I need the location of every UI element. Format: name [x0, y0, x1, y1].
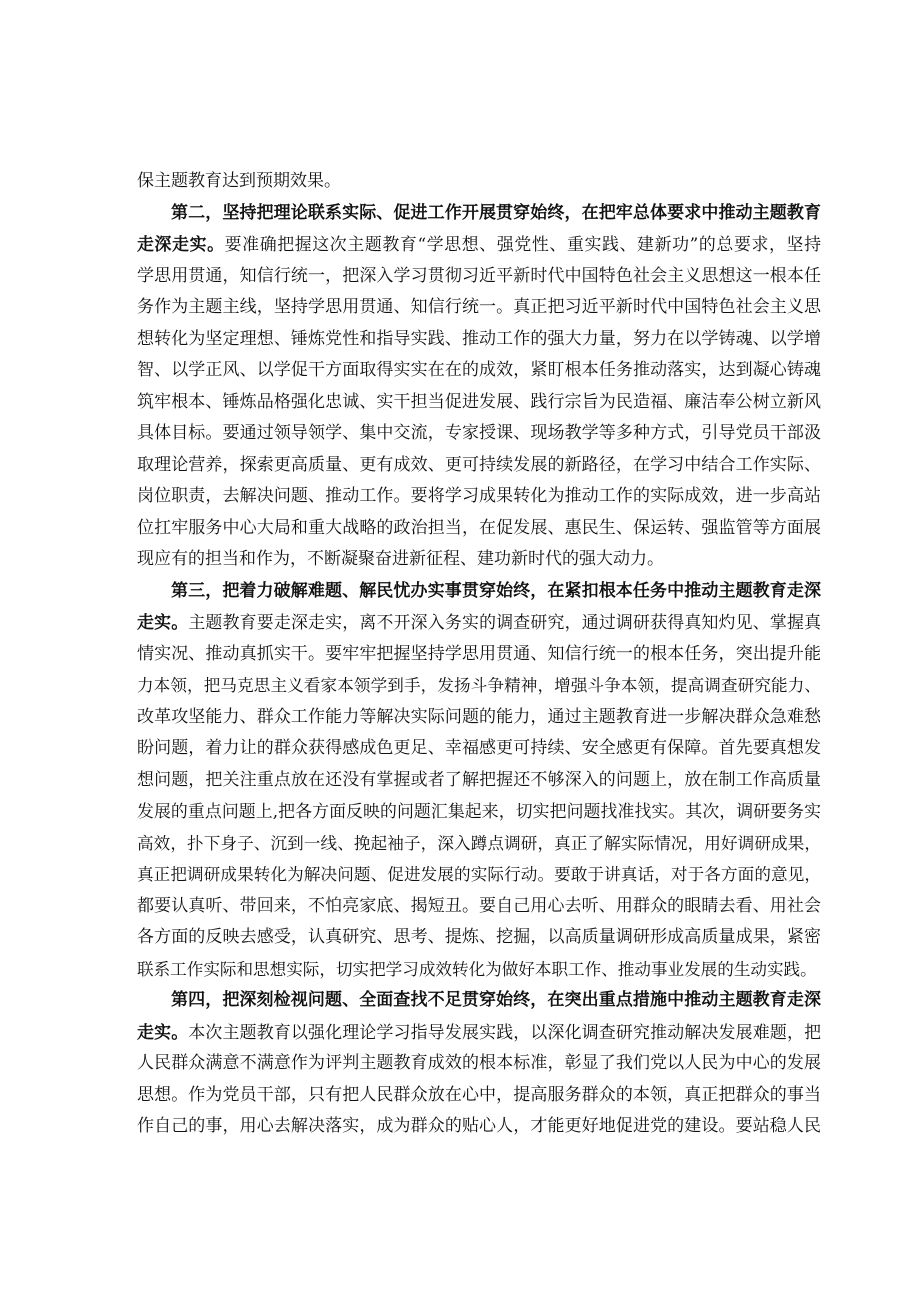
line-text: 人民群众满意不满意作为评判主题教育成效的根本标准，彰显了我们党以人民为中心的发展: [137, 1053, 821, 1073]
text-line: [137, 922, 821, 954]
bold-heading-text: 第二，坚持把理论联系实际、促进工作开展贯穿始终，在把牢总体要求中推动主题教育: [171, 202, 821, 223]
line-text: 智、以学正风、以学促干方面取得实实在在的成效，紧盯根本任务推动落实，达到凝心铸魂: [137, 360, 821, 380]
line-text: 改革攻坚能力、群众工作能力等解决实际问题的能力，通过主题教育进一步解决群众急难愁: [137, 706, 821, 727]
text-line: [137, 670, 821, 702]
document-body: [137, 166, 821, 1143]
text-line: [137, 544, 821, 576]
line-text: 情实况、推动真抓实干。要牢牢把握坚持学思用贯通、知信行统一的根本任务，突出提升能: [137, 643, 821, 664]
text-line: [137, 702, 821, 734]
text-line: [137, 292, 821, 324]
line-text: 要准确把握这次主题教育“学思想、强党性、重实践、建新功”的总要求，坚持: [224, 234, 821, 254]
line-text: 思想。作为党员干部，只有把人民群众放在心中，提高服务群众的本领，真正把群众的事当: [137, 1084, 821, 1105]
text-line: [137, 198, 821, 230]
line-text: 想问题，把关注重点放在还没有掌握或者了解把握还不够深入的问题上，放在制工作高质量: [137, 769, 821, 790]
line-text: 盼问题，着力让的群众获得感成色更足、幸福感更可持续、安全感更有保障。首先要真想发: [137, 738, 821, 758]
bold-heading-text: 走深走实。: [137, 234, 225, 254]
line-text: 想转化为坚定理想、锤炼党性和指导实践、推动工作的强大力量，努力在以学铸魂、以学增: [137, 328, 821, 349]
text-line: [137, 891, 821, 923]
text-line: [137, 1111, 821, 1143]
line-text: 各方面的反映去感受，认真研究、思考、提炼、挖掘，以高质量调研形成高质量成果，紧密: [137, 927, 821, 947]
bold-heading-text: 走实。: [137, 612, 189, 632]
text-line: [137, 1048, 821, 1080]
line-text: 保主题教育达到预期效果。: [137, 171, 341, 191]
text-line: [137, 985, 821, 1017]
line-text: 主题教育要走深走实，离不开深入务实的调查研究，通过调研获得真知灼见、掌握真: [188, 612, 821, 632]
text-line: [137, 355, 821, 387]
text-line: [137, 513, 821, 545]
bold-heading-text: 第四，把深刻检视问题、全面查找不足贯穿始终，在突出重点措施中推动主题教育走深: [171, 990, 821, 1010]
line-text: 学思用贯通，知信行统一，把深入学习贯彻习近平新时代中国特色社会主义思想这一根本任: [137, 265, 821, 286]
paragraph-continuation: [137, 166, 821, 198]
text-line: [137, 576, 821, 608]
line-text: 作自己的事，用心去解决落实，成为群众的贴心人，才能更好地促进党的建设。要站稳人民: [137, 1116, 821, 1136]
paragraph-fourth-point: [137, 985, 821, 1143]
line-text: 岗位职责，去解决问题、推动工作。要将学习成果转化为推动工作的实际成效，进一步高站: [137, 486, 821, 506]
text-line: [137, 418, 821, 450]
line-text: 联系工作实际和思想实际，切实把学习成效转化为做好本职工作、推动事业发展的生动实践。: [137, 959, 817, 979]
bold-heading-text: 第三，把着力破解难题、解民忧办实事贯穿始终，在紧扣根本任务中推动主题教育走深: [171, 580, 821, 601]
line-text: 都要认真听、带回来，不怕亮家底、揭短丑。要自己用心去听、用群众的眼睛去看、用社会: [137, 895, 821, 916]
line-text: 筑牢根本、锤炼品格强化忠诚、实干担当促进发展、践行宗旨为民造福、廉洁奉公树立新风: [137, 391, 821, 412]
line-text: 取理论营养，探索更高质量、更有成效、更可持续发展的新路径，在学习中结合工作实际、: [137, 454, 821, 475]
text-line: [137, 954, 821, 986]
text-line: [137, 859, 821, 891]
line-text: 具体目标。要通过领导领学、集中交流，专家授课、现场教学等多种方式，引导党员干部汲: [137, 423, 821, 443]
line-text: 力本领，把马克思主义看家本领学到手，发扬斗争精神，增强斗争本领，提高调查研究能力、: [137, 676, 821, 695]
text-line: [137, 639, 821, 671]
paragraph-second-point: [137, 198, 821, 576]
text-line: [137, 166, 821, 198]
line-text: 本次主题教育以强化理论学习指导发展实践，以深化调查研究推动解决发展难题，把: [188, 1021, 821, 1042]
text-line: [137, 387, 821, 419]
line-text: 发展的重点问题上,把各方面反映的问题汇集起来，切实把问题找准找实。其次，调研要务实: [137, 801, 821, 821]
line-text: 高效，扑下身子、沉到一线、挽起袖子，深入蹲点调研，真正了解实际情况，用好调研成果，: [137, 833, 821, 853]
text-line: [137, 1080, 821, 1112]
paragraph-third-point: [137, 576, 821, 986]
line-text: 真正把调研成果转化为解决问题、促进发展的实际行动。要敢于讲真话，对于各方面的意见，: [137, 865, 821, 884]
text-line: [137, 765, 821, 797]
text-line: [137, 481, 821, 513]
text-line: [137, 450, 821, 482]
line-text: 位扛牢服务中心大局和重大战略的政治担当，在促发展、惠民生、保运转、强监管等方面展: [137, 517, 821, 538]
text-line: [137, 607, 821, 639]
text-line: [137, 261, 821, 293]
text-line: [137, 1017, 821, 1049]
line-text: 现应有的担当和作为，不断凝聚奋进新征程、建功新时代的强大动力。: [137, 549, 664, 569]
text-line: [137, 828, 821, 860]
text-line: [137, 796, 821, 828]
text-line: [137, 229, 821, 261]
line-text: 务作为主题主线，坚持学思用贯通、知信行统一。真正把习近平新时代中国特色社会主义思: [137, 297, 821, 317]
bold-heading-text: 走实。: [137, 1021, 189, 1042]
text-line: [137, 733, 821, 765]
text-line: [137, 324, 821, 356]
